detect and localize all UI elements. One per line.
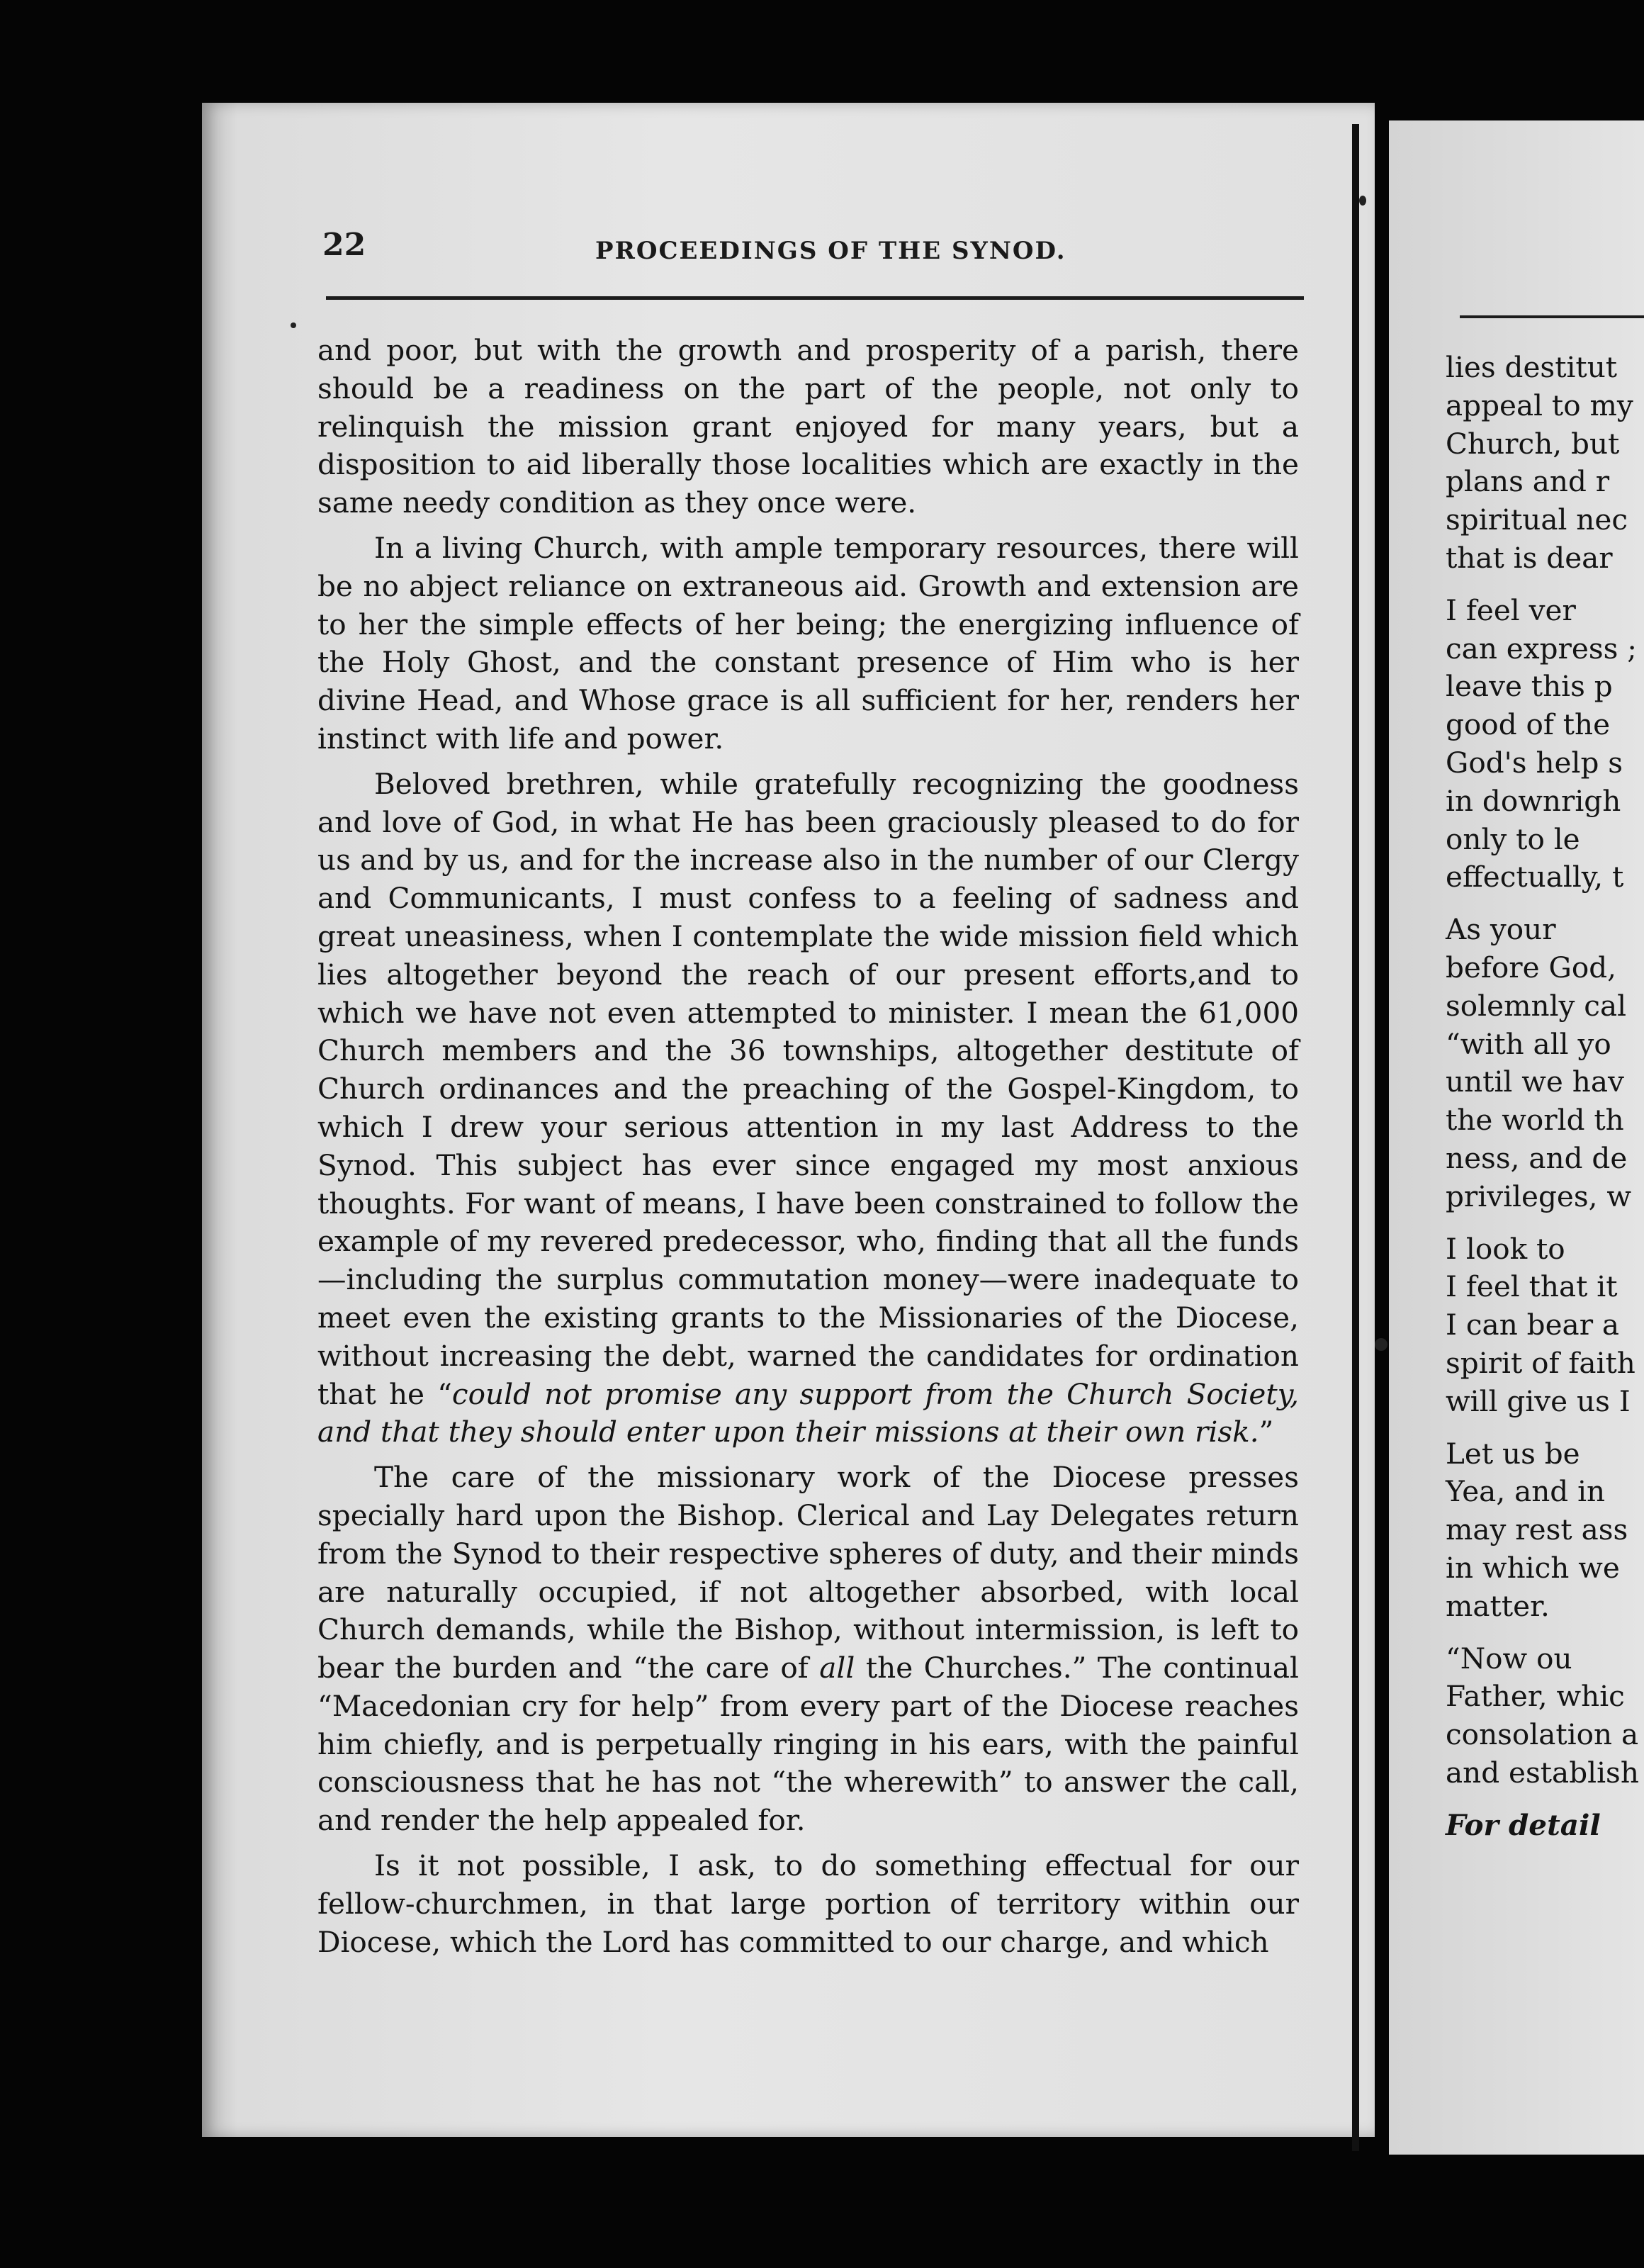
paragraph-gap: [1446, 1792, 1644, 1807]
paragraph-text: The care of the missionary work of the Diocese presses specially hard upon the Bishop. Clerical and Lay Delegates return from the Synod to their respective spheres of duty, and their minds are naturally occupied, if not altogether absorbed, with local Church demands, while the Bishop, without intermission, is left to bear the burden and “the care of: [317, 1460, 1299, 1685]
right-line: spirit of faith: [1446, 1345, 1635, 1380]
ink-spot: [1375, 1338, 1387, 1351]
right-line: Let us be: [1446, 1436, 1580, 1471]
ink-spot: [291, 322, 296, 328]
ink-spot: [1359, 196, 1366, 206]
paragraph-gap: [1446, 578, 1644, 592]
closing-quote: ”: [1259, 1415, 1274, 1449]
right-line: Father, whic: [1446, 1679, 1625, 1714]
right-line: in downrigh: [1446, 783, 1621, 818]
right-line: plans and r: [1446, 464, 1610, 499]
paragraph: [317, 1459, 1299, 1840]
right-line: may rest ass: [1446, 1512, 1628, 1547]
right-line: good of the: [1446, 707, 1611, 742]
page-number: 22: [322, 227, 366, 263]
right-line: Yea, and in: [1446, 1474, 1606, 1509]
right-column-text: [1446, 349, 1644, 1844]
page-header: [322, 227, 1300, 276]
emphasis-text: all: [819, 1651, 855, 1685]
right-line: privileges, w: [1446, 1179, 1632, 1213]
right-line: For detail: [1446, 1807, 1601, 1842]
paragraph-text: the Churches.” The continual “Macedonian cry for help” from every part of the Diocese reaches him chiefly, and is perpetually ringing in his ears, with the painful consciousness that he has not “the wherewith” to answer the call, and render the help appealed for.: [317, 1651, 1299, 1838]
paragraph: and poor, but with the growth and prosperity of a parish, there should be a readiness on the part of the people, not only to relinquish the mission grant enjoyed for many years, but a disposition to aid liberally those localities which are exactly in the same needy condition as they once were.: [317, 333, 1299, 520]
quoted-italic-text: could not promise any support from the Church Society, and that they should enter upon their missions at their own risk.: [317, 1376, 1299, 1449]
right-header-rule: [1460, 315, 1644, 318]
right-line: I feel ver: [1446, 593, 1576, 627]
right-line: leave this p: [1446, 669, 1613, 704]
paragraph: In a living Church, with ample temporary resources, there will be no abject reliance on extraneous aid. Growth and extension are to her the simple effects of her being; the energizing influence of the Holy Ghost, and the constant presence of Him who is her divine Head, and Whose grace is all sufficient for her, renders her instinct with life and power.: [317, 530, 1299, 756]
paragraph-gap: [1446, 1626, 1644, 1640]
right-line: “with all yo: [1446, 1026, 1611, 1061]
right-line: solemnly cal: [1446, 988, 1627, 1023]
paragraph: Is it not possible, I ask, to do something effectual for our fellow-churchmen, in that large portion of territory within our Diocese, which the Lord has committed to our charge, and which: [317, 1848, 1299, 1959]
right-line: lies destitut: [1446, 350, 1618, 384]
right-line: effectually, t: [1446, 860, 1624, 894]
paragraph-gap: [1446, 1216, 1644, 1230]
right-line: only to le: [1446, 821, 1580, 856]
right-line: I look to: [1446, 1231, 1565, 1266]
right-line: spiritual nec: [1446, 503, 1628, 537]
left-column-text: [317, 332, 1299, 1968]
right-line: until we hav: [1446, 1065, 1624, 1099]
right-line: God's help s: [1446, 745, 1623, 780]
right-line: and establish: [1446, 1755, 1639, 1790]
right-line: consolation a: [1446, 1717, 1639, 1752]
paragraph-gap: [1446, 897, 1644, 911]
right-line: that is dear: [1446, 540, 1613, 575]
header-rule: [326, 296, 1304, 300]
paragraph-text: Beloved brethren, while gratefully recognizing the goodness and love of God, in what He has been graciously pleased to do for us and by us, and for the increase also in the number of our Clergy and Communicants, I must confess to a feeling of sadness and great uneasiness, when I contemplate the wide mission field which lies altogether beyond the reach of our present efforts,and to which we have not even attempted to minister. I mean the 61,000 Church members and the 36 townships, altogether destitute of Church ordinances and the preaching of the Gospel-Kingdom, to which I drew your serious attention in my last Address to the Synod. This subject has ever since engaged my most anxious thoughts. For want of means, I have been constrained to follow the example of my revered predecessor, who, finding that all the funds—including the surplus commutation money—were inadequate to meet even the existing grants to the Missionaries of the Diocese, without increasing the debt, warned the candidates for ordination that he “: [317, 766, 1299, 1411]
right-line: can express ;: [1446, 631, 1637, 666]
right-line: ness, and de: [1446, 1140, 1628, 1175]
right-line: matter.: [1446, 1588, 1550, 1623]
right-line: I can bear a: [1446, 1308, 1620, 1342]
right-line: As your: [1446, 912, 1556, 947]
page-gutter: [1352, 124, 1359, 2151]
right-line: Church, but: [1446, 426, 1620, 461]
right-line: appeal to my: [1446, 388, 1633, 422]
right-line: will give us I: [1446, 1383, 1631, 1418]
paragraph: [317, 765, 1299, 1452]
running-head: PROCEEDINGS OF THE SYNOD.: [595, 237, 1066, 265]
right-line: before God,: [1446, 950, 1617, 984]
right-line: the world th: [1446, 1103, 1624, 1138]
right-line: “Now ou: [1446, 1641, 1572, 1675]
paragraph-gap: [1446, 1421, 1644, 1435]
right-line: I feel that it: [1446, 1269, 1618, 1304]
right-line: in which we: [1446, 1550, 1620, 1585]
